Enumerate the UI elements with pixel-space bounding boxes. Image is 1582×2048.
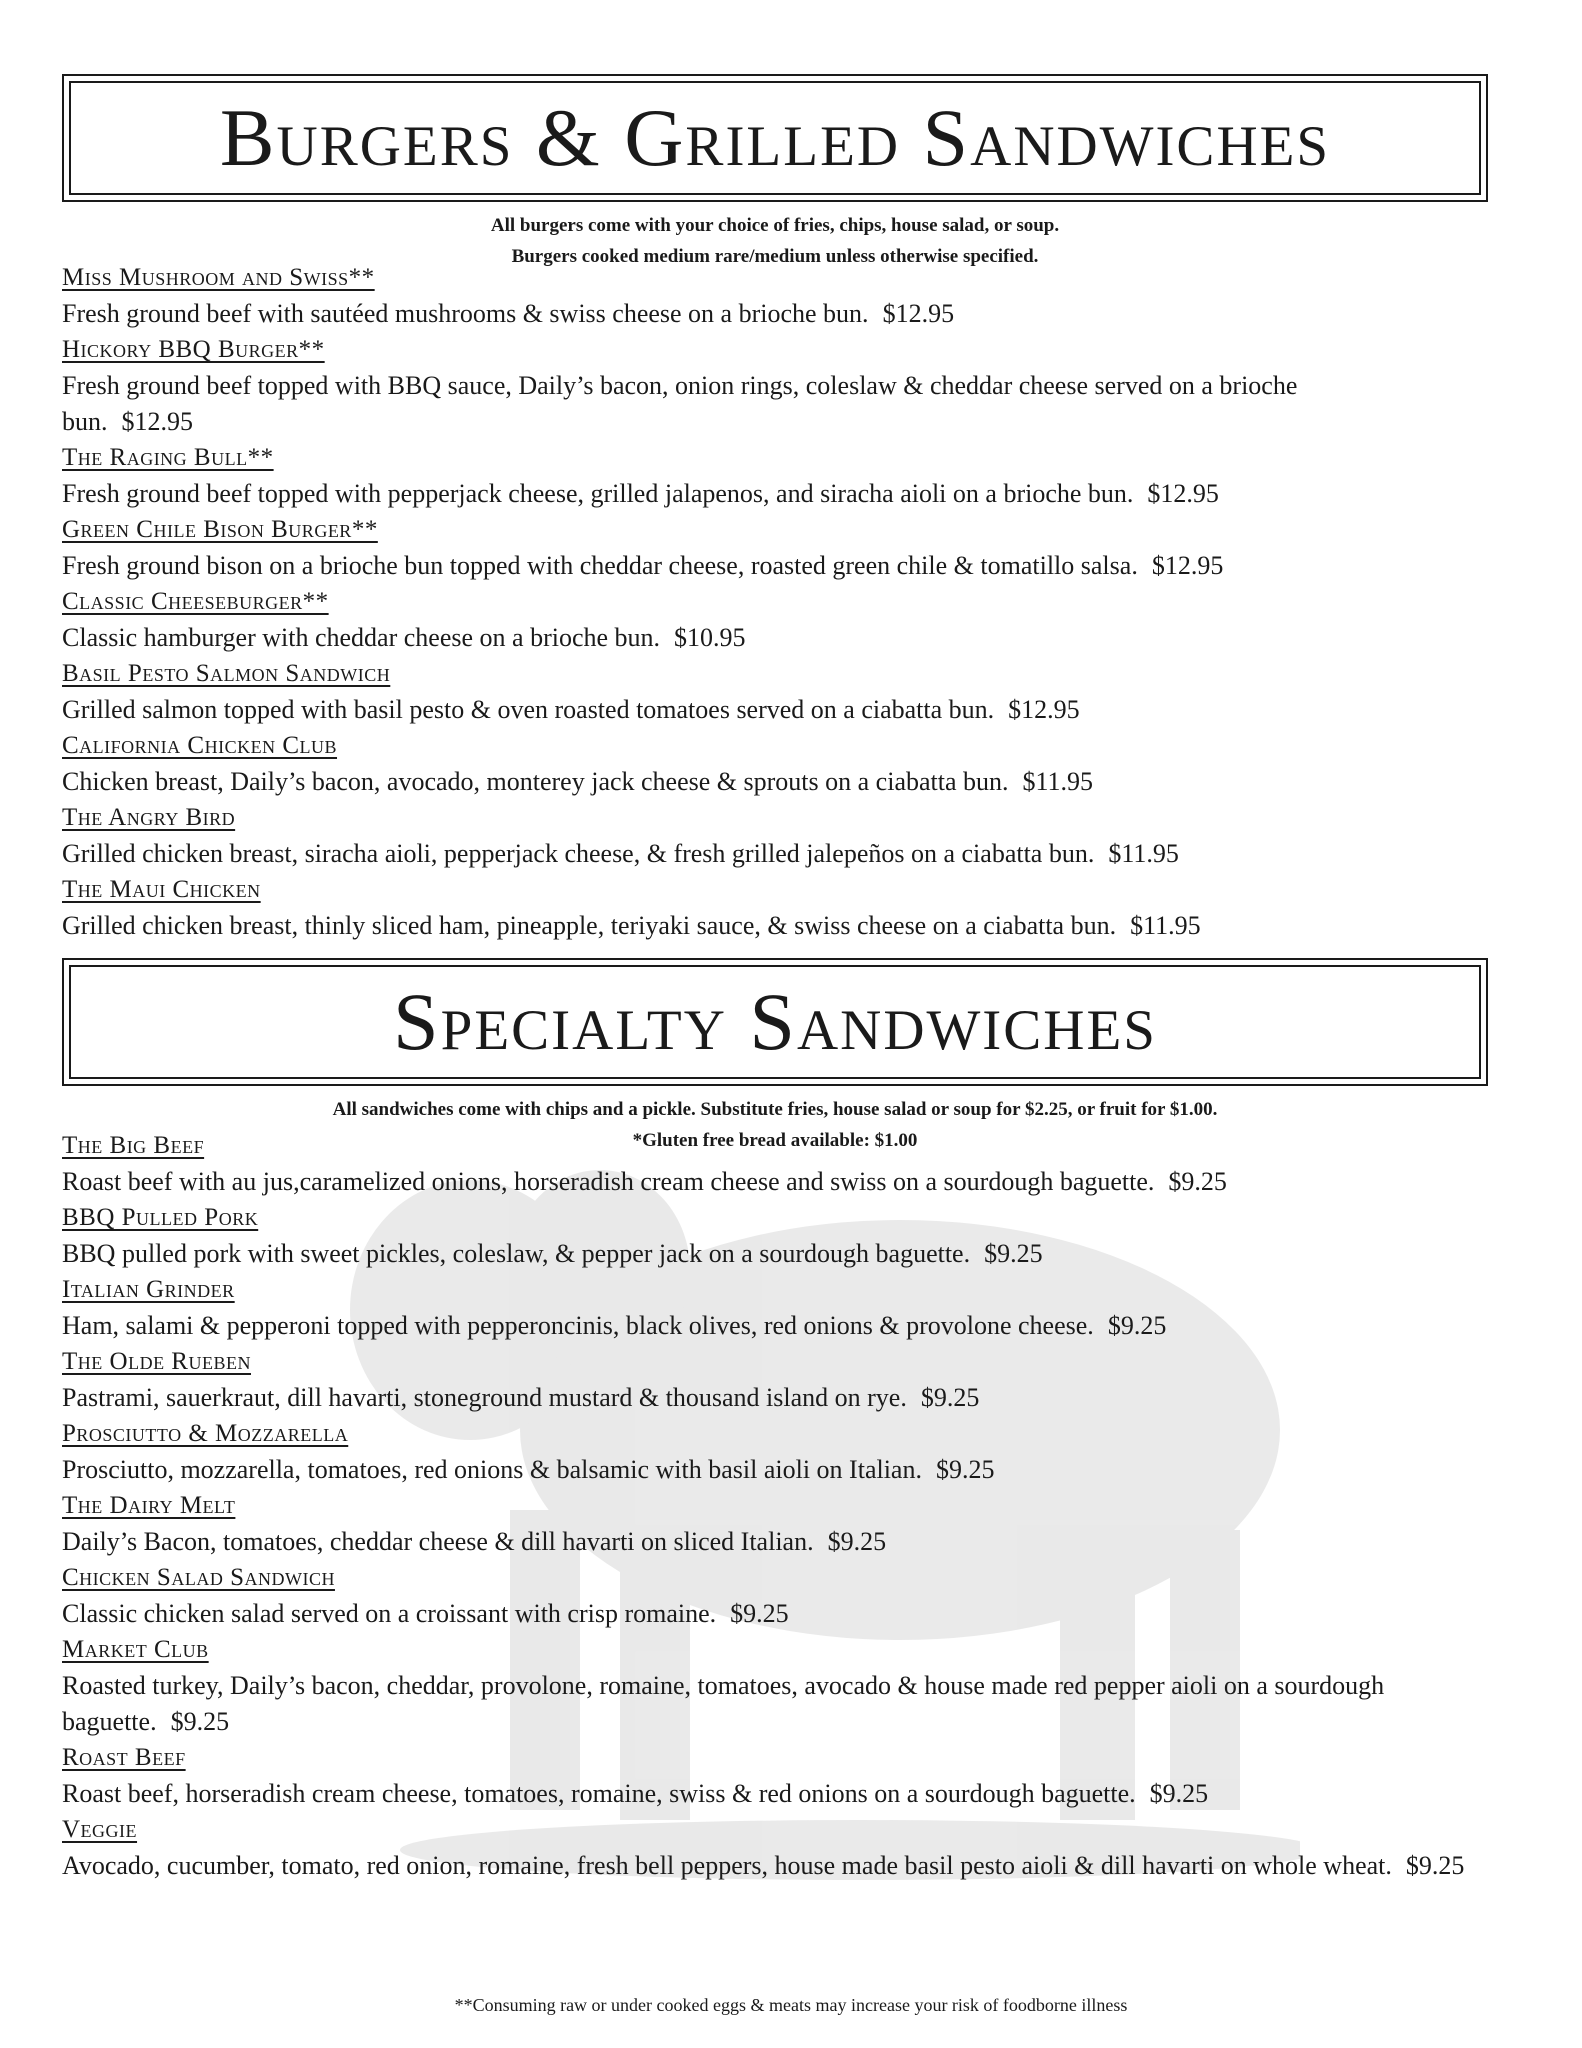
- section-note: All burgers come with your choice of fries, chips, house salad, or soup.: [490, 215, 1060, 236]
- menu-item: [62, 1632, 1488, 1740]
- item-description: Roasted turkey, Daily’s bacon, cheddar, provolone, romaine, tomatoes, avocado & house made red pepper aioli on a sourdough baguette.: [62, 1671, 1385, 1736]
- item-price: $11.95: [1022, 767, 1094, 796]
- item-price: $9.25: [1107, 1311, 1167, 1340]
- item-name: The Raging Bull**: [62, 444, 274, 471]
- item-description: Daily’s Bacon, tomatoes, cheddar cheese & dill havarti on sliced Italian.: [62, 1527, 814, 1556]
- menu-item: [62, 512, 1488, 584]
- menu-item: [62, 1488, 1488, 1560]
- menu-item: [62, 1740, 1488, 1812]
- section-note: Burgers cooked medium rare/medium unless otherwise specified.: [511, 246, 1039, 267]
- item-price: $12.95: [1147, 479, 1219, 508]
- menu-item: [62, 1200, 1488, 1272]
- item-name: Chicken Salad Sandwich: [62, 1564, 335, 1591]
- health-disclaimer: **Consuming raw or under cooked eggs & meats may increase your risk of foodborne illness: [454, 1995, 1128, 2015]
- menu-item: [62, 1344, 1488, 1416]
- item-name: The Big Beef: [62, 1132, 205, 1159]
- menu-item: [62, 656, 1488, 728]
- item-name: BBQ Pulled Pork: [62, 1204, 259, 1231]
- item-price: $12.95: [1151, 551, 1224, 580]
- item-description: Grilled chicken breast, thinly sliced ham, pineapple, teriyaki sauce, & swiss cheese on a ciabatta bun.: [62, 911, 1117, 940]
- item-name: Prosciutto & Mozzarella: [62, 1420, 349, 1447]
- menu-page: [62, 74, 1488, 1884]
- item-price: $11.95: [1108, 839, 1179, 868]
- item-description: Classic chicken salad served on a croissant with crisp romaine.: [62, 1599, 717, 1628]
- item-price: $9.25: [730, 1599, 789, 1628]
- item-name: California Chicken Club: [62, 732, 338, 759]
- item-price: $9.25: [170, 1707, 230, 1736]
- item-price: $9.25: [920, 1383, 980, 1412]
- section-note: *Gluten free bread available: $1.00: [632, 1130, 918, 1151]
- menu-items: [62, 260, 1488, 944]
- menu-item: [62, 1416, 1488, 1488]
- item-description: Fresh ground bison on a brioche bun topped with cheddar cheese, roasted green chile & tomatillo salsa.: [62, 551, 1138, 580]
- section-title-box: [62, 958, 1488, 1086]
- item-price: $9.25: [1168, 1167, 1227, 1196]
- item-name: Roast Beef: [62, 1744, 186, 1771]
- menu-item: [62, 332, 1488, 440]
- item-name: Green Chile Bison Burger**: [62, 516, 378, 543]
- item-description: Classic hamburger with cheddar cheese on a brioche bun.: [62, 623, 661, 652]
- item-description: Pastrami, sauerkraut, dill havarti, stoneground mustard & thousand island on rye.: [62, 1383, 907, 1412]
- item-price: $12.95: [121, 407, 193, 436]
- menu-item: [62, 440, 1488, 512]
- item-description: Ham, salami & pepperoni topped with pepperoncinis, black olives, red onions & provolone cheese.: [62, 1311, 1094, 1340]
- item-price: $11.95: [1130, 911, 1201, 940]
- menu-item: [62, 872, 1488, 944]
- item-name: The Olde Rueben: [62, 1348, 251, 1375]
- item-description: Grilled salmon topped with basil pesto & oven roasted tomatoes served on a ciabatta bun.: [62, 695, 995, 724]
- item-name: Italian Grinder: [62, 1276, 235, 1303]
- item-name: Miss Mushroom and Swiss**: [62, 264, 375, 291]
- item-price: $9.25: [1405, 1851, 1465, 1880]
- item-description: Prosciutto, mozzarella, tomatoes, red onions & balsamic with basil aioli on Italian.: [62, 1455, 922, 1484]
- menu-item: [62, 1560, 1488, 1632]
- item-name: Market Club: [62, 1636, 209, 1663]
- item-name: The Dairy Melt: [62, 1492, 236, 1519]
- menu-item: [62, 800, 1488, 872]
- item-name: Hickory BBQ Burger**: [62, 336, 325, 363]
- section-title-box: [62, 74, 1488, 202]
- item-description: Avocado, cucumber, tomato, red onion, romaine, fresh bell peppers, house made basil pesto aioli & dill havarti on whole wheat.: [62, 1851, 1392, 1880]
- item-description: Roast beef, horseradish cream cheese, tomatoes, romaine, swiss & red onions on a sourdough baguette.: [62, 1779, 1136, 1808]
- menu-item: [62, 728, 1488, 800]
- item-description: Chicken breast, Daily’s bacon, avocado, monterey jack cheese & sprouts on a ciabatta bun.: [62, 767, 1009, 796]
- item-description: Fresh ground beef with sautéed mushrooms & swiss cheese on a brioche bun.: [62, 299, 869, 328]
- item-price: $9.25: [827, 1527, 887, 1556]
- item-name: Basil Pesto Salmon Sandwich: [62, 660, 391, 687]
- item-description: Grilled chicken breast, siracha aioli, pepperjack cheese, & fresh grilled jalepeños on a ciabatta bun.: [62, 839, 1095, 868]
- item-price: $10.95: [674, 623, 746, 652]
- item-description: BBQ pulled pork with sweet pickles, coleslaw, & pepper jack on a sourdough baguette.: [62, 1239, 971, 1268]
- item-description: Fresh ground beef topped with BBQ sauce, Daily’s bacon, onion rings, coleslaw & cheddar cheese served on a brioche bun.: [62, 371, 1298, 436]
- item-name: Veggie: [62, 1816, 138, 1843]
- item-price: $9.25: [935, 1455, 995, 1484]
- menu-items: [62, 1128, 1488, 1884]
- section-title: Burgers & Grilled Sandwiches: [219, 92, 1331, 183]
- section-title: Specialty Sandwiches: [393, 976, 1157, 1067]
- section-note: All sandwiches come with chips and a pickle. Substitute fries, house salad or soup for $2.25, or fruit for $1.00.: [332, 1099, 1218, 1120]
- menu-item: [62, 584, 1488, 656]
- menu-item: [62, 1272, 1488, 1344]
- item-price: $9.25: [1149, 1779, 1209, 1808]
- item-name: The Maui Chicken: [62, 876, 261, 903]
- menu-item: [62, 1812, 1488, 1884]
- item-name: The Angry Bird: [62, 804, 236, 831]
- item-price: $9.25: [984, 1239, 1043, 1268]
- item-name: Classic Cheeseburger**: [62, 588, 329, 615]
- item-description: Roast beef with au jus,caramelized onions, horseradish cream cheese and swiss on a sourdough baguette.: [62, 1167, 1155, 1196]
- item-price: $12.95: [882, 299, 955, 328]
- item-description: Fresh ground beef topped with pepperjack cheese, grilled jalapenos, and siracha aioli on a brioche bun.: [62, 479, 1134, 508]
- item-price: $12.95: [1008, 695, 1080, 724]
